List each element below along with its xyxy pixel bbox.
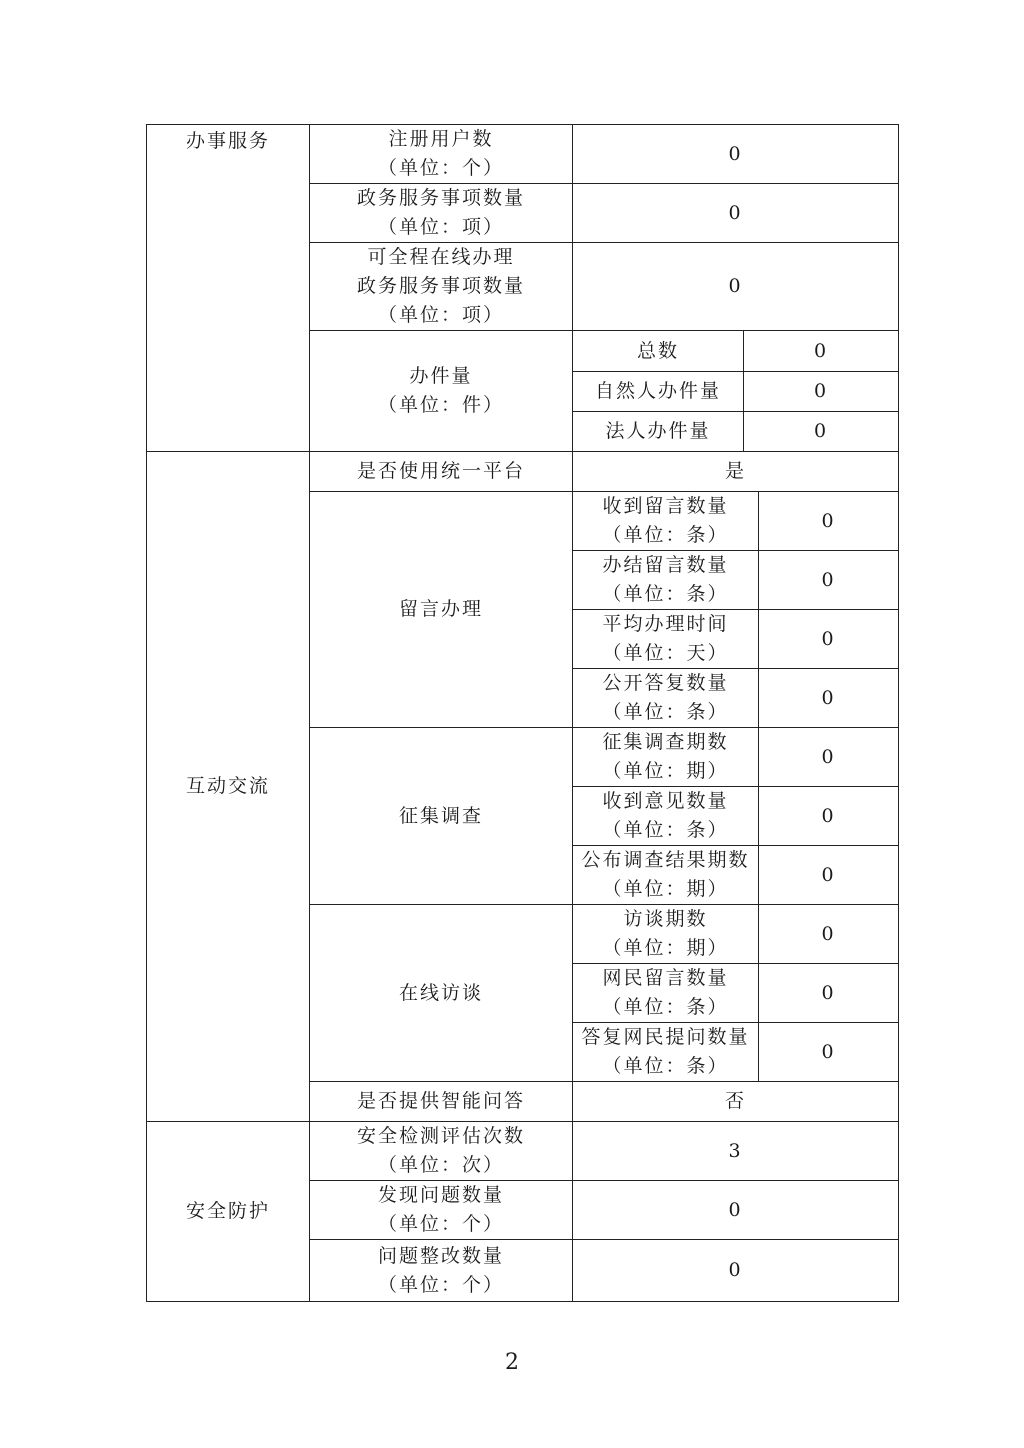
value-interview-periods: 0 [759, 905, 899, 964]
page-number: 2 [505, 1350, 519, 1375]
value-service-items: 0 [573, 184, 899, 243]
value-survey-periods: 0 [759, 728, 899, 787]
sub-messages-handled: 办结留言数量 （单位：条） [573, 551, 759, 610]
value-unified-platform: 是 [573, 452, 899, 492]
value-issues-found: 0 [573, 1181, 899, 1240]
value-interview-answers: 0 [759, 1023, 899, 1082]
sub-cases-legal: 法人办件量 [573, 412, 744, 452]
sub-survey-results: 公布调查结果期数 （单位：期） [573, 846, 759, 905]
category-security: 安全防护 [147, 1122, 310, 1302]
sub-interview-netizen-msgs: 网民留言数量 （单位：条） [573, 964, 759, 1023]
item-service-items: 政务服务事项数量 （单位：项） [310, 184, 573, 243]
sub-cases-total: 总数 [573, 331, 744, 372]
item-cases: 办件量 （单位：件） [310, 331, 573, 452]
value-assessments: 3 [573, 1122, 899, 1181]
sub-messages-public-replies: 公开答复数量 （单位：条） [573, 669, 759, 728]
value-messages-handled: 0 [759, 551, 899, 610]
value-survey-results: 0 [759, 846, 899, 905]
value-cases-total: 0 [744, 331, 899, 372]
value-issues-fixed: 0 [573, 1240, 899, 1302]
value-messages-avg-time: 0 [759, 610, 899, 669]
sub-interview-answers: 答复网民提问数量 （单位：条） [573, 1023, 759, 1082]
value-cases-legal: 0 [744, 412, 899, 452]
item-registered-users: 注册用户数 （单位：个） [310, 125, 573, 184]
sub-interview-periods: 访谈期数 （单位：期） [573, 905, 759, 964]
sub-survey-periods: 征集调查期数 （单位：期） [573, 728, 759, 787]
value-messages-public-replies: 0 [759, 669, 899, 728]
item-messages: 留言办理 [310, 492, 573, 728]
value-registered-users: 0 [573, 125, 899, 184]
value-interview-netizen-msgs: 0 [759, 964, 899, 1023]
item-survey: 征集调查 [310, 728, 573, 905]
item-issues-fixed: 问题整改数量 （单位：个） [310, 1240, 573, 1302]
item-issues-found: 发现问题数量 （单位：个） [310, 1181, 573, 1240]
sub-cases-natural: 自然人办件量 [573, 372, 744, 412]
value-survey-opinions: 0 [759, 787, 899, 846]
sub-survey-opinions: 收到意见数量 （单位：条） [573, 787, 759, 846]
item-interview: 在线访谈 [310, 905, 573, 1082]
value-online-items: 0 [573, 243, 899, 331]
value-cases-natural: 0 [744, 372, 899, 412]
item-assessments: 安全检测评估次数 （单位：次） [310, 1122, 573, 1181]
sub-messages-avg-time: 平均办理时间 （单位：天） [573, 610, 759, 669]
value-smart-qa: 否 [573, 1082, 899, 1122]
value-messages-received: 0 [759, 492, 899, 551]
item-online-items: 可全程在线办理 政务服务事项数量 （单位：项） [310, 243, 573, 331]
sub-messages-received: 收到留言数量 （单位：条） [573, 492, 759, 551]
item-smart-qa: 是否提供智能问答 [310, 1082, 573, 1122]
stats-table [146, 124, 899, 1302]
item-unified-platform: 是否使用统一平台 [310, 452, 573, 492]
category-service: 办事服务 [147, 125, 310, 452]
category-interaction: 互动交流 [147, 452, 310, 1122]
